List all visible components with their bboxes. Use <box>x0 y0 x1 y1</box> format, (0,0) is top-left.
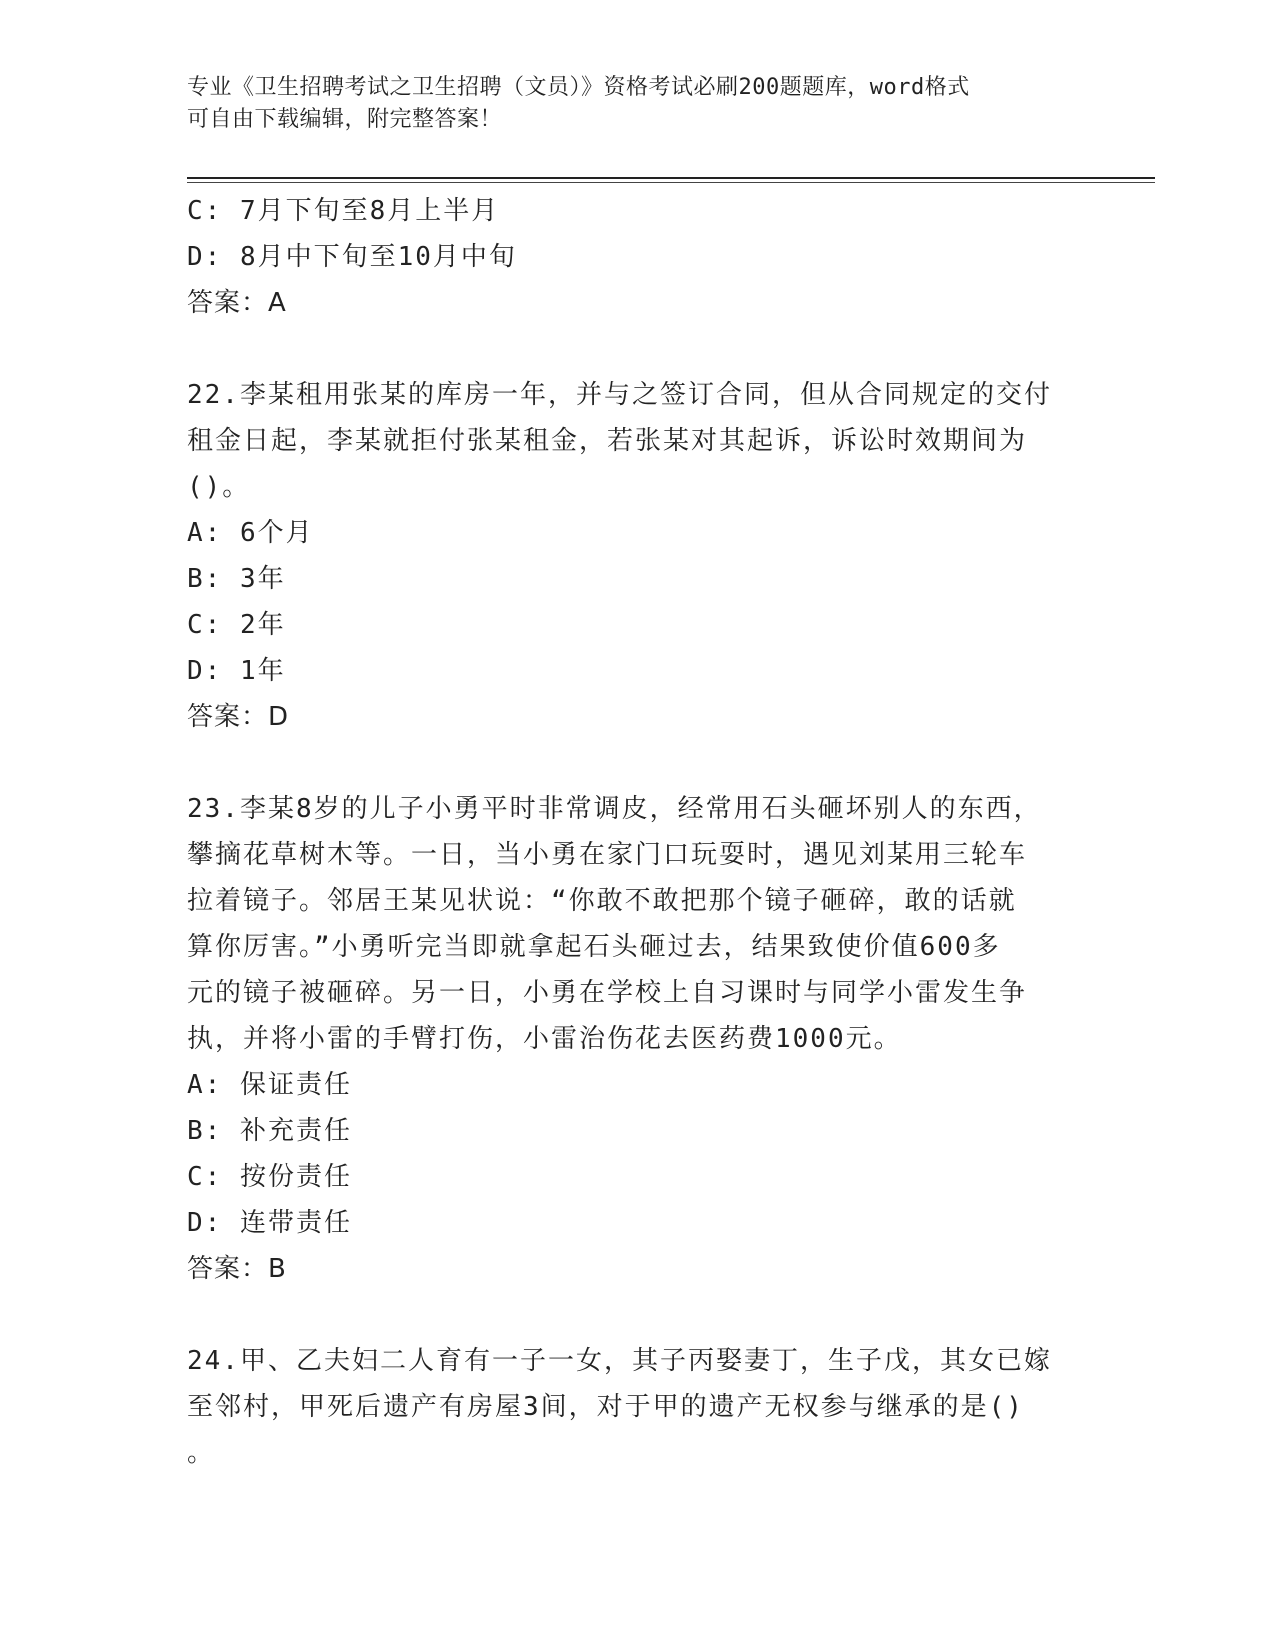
spacer <box>187 1292 1067 1338</box>
header-line-2: 可自由下载编辑，附完整答案！ <box>187 107 503 132</box>
option-b: B: 补充责任 <box>187 1116 352 1146</box>
option-d: D: 连带责任 <box>187 1208 352 1238</box>
page-header <box>187 72 1067 136</box>
question-text-line: 拉着镜子。邻居王某见状说：“你敢不敢把那个镜子砸碎，敢的话就 <box>187 886 1017 916</box>
spacer <box>187 740 1067 786</box>
question-text-line: 。 <box>187 1438 216 1468</box>
option-b: B: 3年 <box>187 564 286 594</box>
question-text-line: ()。 <box>187 472 251 502</box>
question-text-line: 算你厉害。”小勇听完当即就拿起石头砸过去，结果致使价值600多 <box>187 932 1001 962</box>
question-text-line: 租金日起，李某就拒付张某租金，若张某对其起诉，诉讼时效期间为 <box>187 426 1028 456</box>
question-22 <box>187 372 1067 740</box>
answer: 答案：D <box>187 702 290 732</box>
option-d: D: 1年 <box>187 656 286 686</box>
question-text-line: 22.李某租用张某的库房一年，并与之签订合同，但从合同规定的交付 <box>187 380 1052 410</box>
answer: 答案：A <box>187 288 287 318</box>
question-text-line: 攀摘花草树木等。一日，当小勇在家门口玩耍时，遇见刘某用三轮车 <box>187 840 1028 870</box>
header-rule-thick <box>187 177 1155 179</box>
question-content <box>187 188 1067 1476</box>
question-24 <box>187 1338 1067 1476</box>
option-c: C: 按份责任 <box>187 1162 352 1192</box>
question-text-line: 执，并将小雷的手臂打伤，小雷治伤花去医药费1000元。 <box>187 1024 902 1054</box>
option-c: C: 7月下旬至8月上半月 <box>187 196 500 226</box>
question-text-line: 23.李某8岁的儿子小勇平时非常调皮，经常用石头砸坏别人的东西， <box>187 794 1042 824</box>
spacer <box>187 326 1067 372</box>
option-d: D: 8月中下旬至10月中旬 <box>187 242 517 272</box>
option-c: C: 2年 <box>187 610 286 640</box>
question-text-line: 至邻村，甲死后遗产有房屋3间，对于甲的遗产无权参与继承的是() <box>187 1392 1024 1422</box>
answer: 答案：B <box>187 1254 287 1284</box>
header-rule-thin <box>187 182 1155 183</box>
option-a: A: 保证责任 <box>187 1070 352 1100</box>
question-21-tail <box>187 188 1067 326</box>
header-line-1: 专业《卫生招聘考试之卫生招聘（文员）》资格考试必刷200题题库，word格式 <box>187 75 970 100</box>
question-text-line: 24.甲、乙夫妇二人育有一子一女，其子丙娶妻丁，生子戊，其女已嫁 <box>187 1346 1052 1376</box>
question-text-line: 元的镜子被砸碎。另一日，小勇在学校上自习课时与同学小雷发生争 <box>187 978 1028 1008</box>
question-23 <box>187 786 1067 1292</box>
option-a: A: 6个月 <box>187 518 314 548</box>
